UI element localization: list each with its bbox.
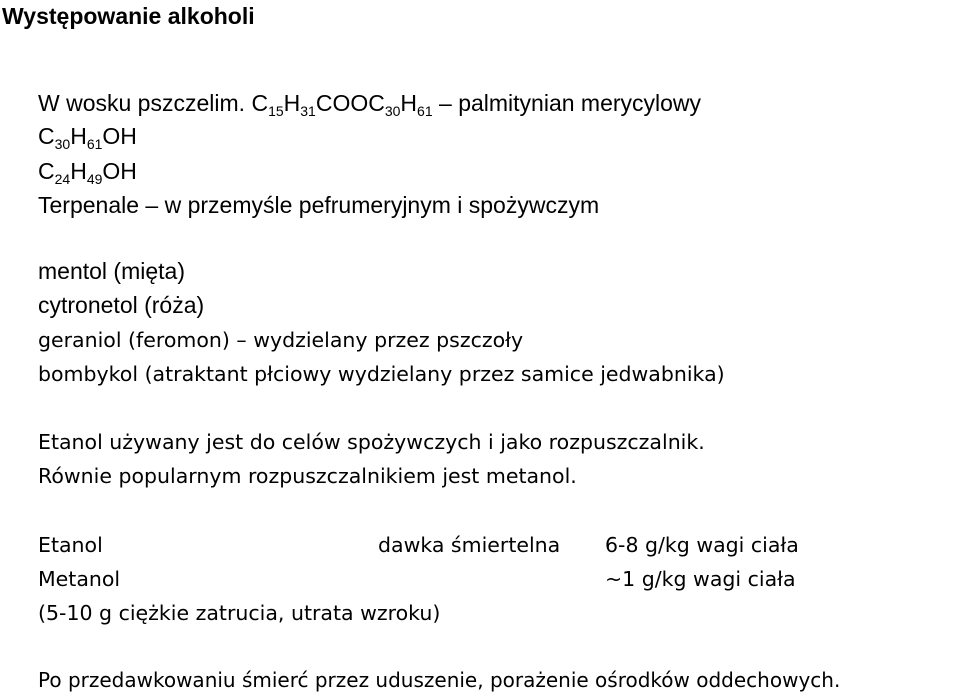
methanol-solvent-line: Równie popularnym rozpuszczalnikiem jest metanol. xyxy=(38,464,577,488)
toxicity-name: Etanol xyxy=(38,533,103,557)
subscript: 30 xyxy=(54,136,71,152)
formula-text: C xyxy=(251,90,269,116)
overdose-line: Po przedawkowaniu śmierć przez uduszenie, porażenie ośrodków oddechowych. xyxy=(38,668,841,692)
toxicity-label: dawka śmiertelna xyxy=(378,533,561,557)
beeswax-line xyxy=(38,90,702,119)
terpene-example: mentol (mięta) xyxy=(38,258,185,284)
formula-text: H xyxy=(283,90,301,116)
page-title: Występowanie alkoholi xyxy=(2,3,255,29)
subscript: 30 xyxy=(384,103,401,119)
toxicity-value: ~1 g/kg wagi ciała xyxy=(605,567,796,591)
terpene-example: geraniol (feromon) – wydzielany przez pszczoły xyxy=(38,328,524,352)
subscript: 49 xyxy=(86,171,103,187)
subscript: 61 xyxy=(417,103,433,119)
subscript: 31 xyxy=(300,103,316,119)
formula-text: C xyxy=(38,158,55,184)
subscript: 61 xyxy=(86,136,103,152)
formula-c30-alcohol xyxy=(38,123,137,152)
subscript: 24 xyxy=(54,171,71,187)
toxicity-name: Metanol xyxy=(38,567,121,591)
formula-c24-alcohol xyxy=(38,158,137,187)
beeswax-suffix: – palmitynian merycylowy xyxy=(432,90,702,116)
toxicity-note: (5-10 g ciężkie zatrucia, utrata wzroku) xyxy=(38,601,441,625)
palmitate-formula xyxy=(251,90,433,119)
terpene-example: bombykol (atraktant płciowy wydzielany przez samice jedwabnika) xyxy=(38,362,725,386)
terpene-example: cytronetol (róża) xyxy=(38,292,205,318)
subscript: 15 xyxy=(268,103,284,119)
formula-text: H xyxy=(70,123,87,149)
ethanol-use-line: Etanol używany jest do celów spożywczych i jako rozpuszczalnik. xyxy=(38,430,705,454)
beeswax-prefix: W wosku pszczelim. xyxy=(38,90,252,116)
formula-text: H xyxy=(70,158,87,184)
formula-text: OH xyxy=(102,123,137,149)
formula-text: H xyxy=(400,90,418,116)
formula-text: COOC xyxy=(315,90,385,116)
formula-text: C xyxy=(38,123,55,149)
toxicity-value: 6-8 g/kg wagi ciała xyxy=(605,533,799,557)
formula-text: OH xyxy=(102,158,137,184)
terpenes-line: Terpenale – w przemyśle pefrumeryjnym i spożywczym xyxy=(38,192,600,218)
